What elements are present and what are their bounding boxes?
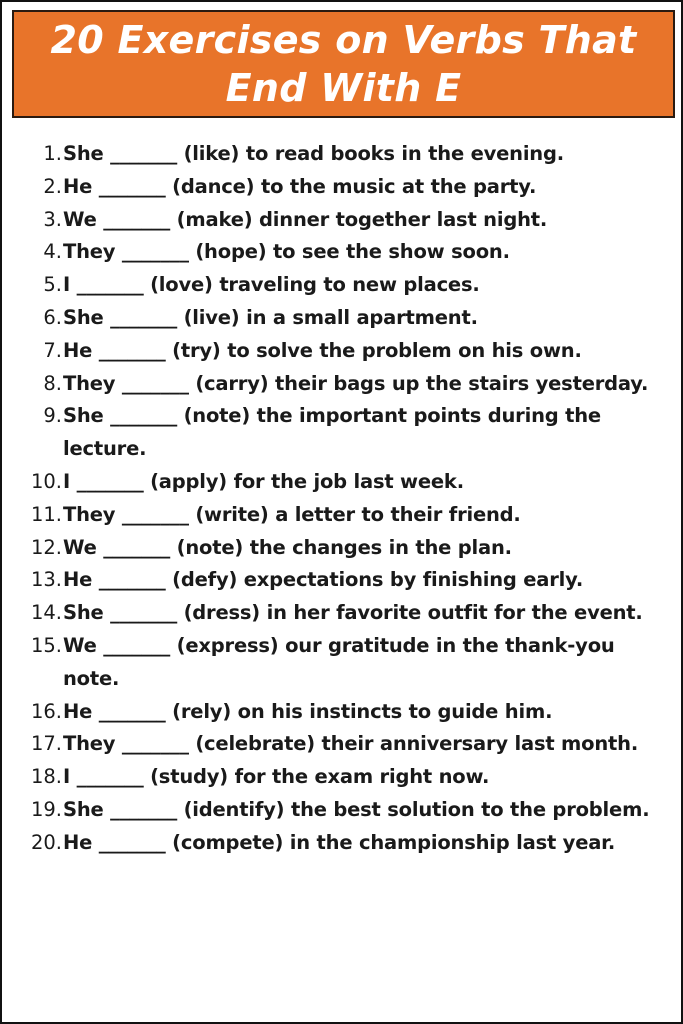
exercise-item xyxy=(2,466,683,499)
exercise-item xyxy=(2,696,683,729)
exercise-text: I _______ (apply) for the job last week. xyxy=(63,469,464,493)
exercise-item xyxy=(2,499,683,532)
exercise-number: 8. xyxy=(43,371,62,395)
exercise-number: 13. xyxy=(30,568,62,592)
exercise-item xyxy=(2,302,683,335)
title-line-1: 20 Exercises on Verbs That xyxy=(50,18,637,62)
exercise-number: 6. xyxy=(43,305,62,329)
exercise-text: He _______ (dance) to the music at the party. xyxy=(63,174,537,198)
exercise-number: 12. xyxy=(30,535,62,559)
exercise-number: 15. xyxy=(30,633,62,657)
exercise-text: He _______ (rely) on his instincts to guide him. xyxy=(63,699,553,723)
exercise-text: She _______ (like) to read books in the evening. xyxy=(63,142,564,165)
exercise-item xyxy=(2,564,683,597)
exercise-number: 2. xyxy=(43,174,62,198)
exercise-number: 11. xyxy=(30,502,62,526)
exercise-number: 4. xyxy=(43,240,62,264)
exercise-list xyxy=(2,138,683,860)
exercise-item xyxy=(2,630,683,696)
title-line-2: End With E xyxy=(225,66,462,110)
exercise-item xyxy=(2,761,683,794)
exercise-item xyxy=(2,728,683,761)
exercise-text: They _______ (carry) their bags up the stairs yesterday. xyxy=(63,371,649,395)
exercise-text: I _______ (love) traveling to new places. xyxy=(63,273,480,297)
exercise-text: She _______ (dress) in her favorite outfit for the event. xyxy=(63,601,643,625)
exercise-text: They _______ (celebrate) their anniversary last month. xyxy=(63,732,639,756)
exercise-number: 5. xyxy=(43,273,62,297)
exercise-item xyxy=(2,171,683,204)
exercise-item xyxy=(2,236,683,269)
exercise-item xyxy=(2,204,683,237)
exercise-number: 18. xyxy=(30,765,62,789)
exercise-number: 19. xyxy=(30,797,62,821)
exercise-item xyxy=(2,400,683,466)
title-banner xyxy=(12,10,675,118)
exercise-number: 14. xyxy=(30,601,62,625)
exercise-number: 16. xyxy=(30,699,62,723)
exercise-text: He _______ (defy) expectations by finishing early. xyxy=(63,568,584,592)
exercise-text: He _______ (compete) in the championship last year. xyxy=(63,830,616,854)
exercise-number: 17. xyxy=(30,732,62,756)
exercise-number: 20. xyxy=(30,830,62,854)
exercise-text: We _______ (express) our gratitude in the thank-you note. xyxy=(63,633,615,690)
exercise-text: They _______ (hope) to see the show soon. xyxy=(63,240,510,264)
exercise-item xyxy=(2,532,683,565)
exercise-text: He _______ (try) to solve the problem on his own. xyxy=(63,338,582,362)
exercise-text: They _______ (write) a letter to their friend. xyxy=(63,502,521,526)
exercise-item xyxy=(2,269,683,302)
exercise-item xyxy=(2,335,683,368)
exercise-item xyxy=(2,827,683,860)
exercise-text: We _______ (note) the changes in the plan. xyxy=(63,535,512,559)
exercise-text: She _______ (note) the important points during the lecture. xyxy=(63,404,601,461)
exercise-text: She _______ (identify) the best solution to the problem. xyxy=(63,797,650,821)
exercise-number: 9. xyxy=(43,404,62,428)
exercise-number: 1. xyxy=(43,142,62,165)
exercise-item xyxy=(2,368,683,401)
exercise-item xyxy=(2,794,683,827)
exercise-text: We _______ (make) dinner together last night. xyxy=(63,207,548,231)
exercise-number: 3. xyxy=(43,207,62,231)
exercise-number: 10. xyxy=(30,469,62,493)
exercise-text: I _______ (study) for the exam right now. xyxy=(63,765,490,789)
exercise-number: 7. xyxy=(43,338,62,362)
exercise-item xyxy=(2,597,683,630)
exercise-item xyxy=(2,138,683,171)
exercise-text: She _______ (live) in a small apartment. xyxy=(63,305,478,329)
